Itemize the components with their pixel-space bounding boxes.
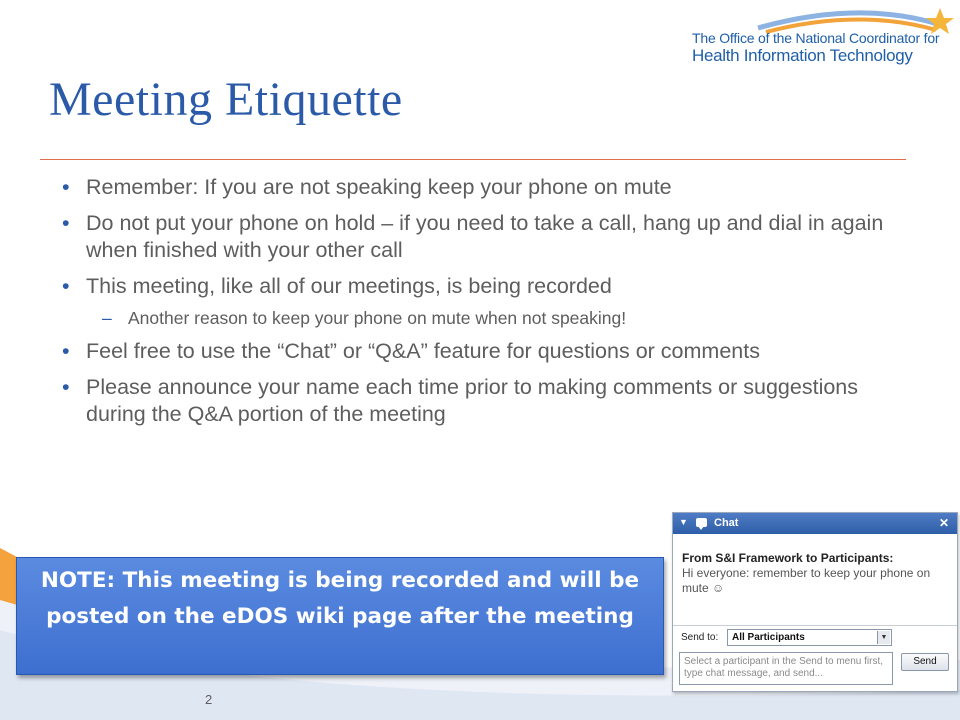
bullet-list bbox=[62, 174, 912, 437]
chat-message-input[interactable]: Select a participant in the Send to menu first, type chat message, and send... bbox=[679, 652, 893, 685]
bullet-item bbox=[62, 374, 912, 428]
slide-title: Meeting Etiquette bbox=[49, 73, 403, 126]
bullet-text: Please announce your name each time prior to making comments or suggestions during the Q&A portion of the meeting bbox=[86, 375, 859, 426]
bullet-text: Remember: If you are not speaking keep your phone on mute bbox=[86, 175, 672, 199]
bullet-item bbox=[62, 338, 912, 365]
bullet-dot-icon: • bbox=[62, 375, 70, 399]
chat-header bbox=[673, 513, 957, 534]
bullet-dot-icon: • bbox=[62, 339, 70, 363]
send-to-value: All Participants bbox=[732, 632, 805, 643]
sub-bullet-item bbox=[62, 307, 912, 329]
title-divider bbox=[40, 159, 906, 160]
chat-message-body: Hi everyone: remember to keep your phone on mute ☺ bbox=[682, 566, 931, 595]
chat-message bbox=[682, 551, 950, 596]
bullet-text: Feel free to use the “Chat” or “Q&A” feature for questions or comments bbox=[86, 339, 760, 363]
sub-bullet-text: Another reason to keep your phone on mute when not speaking! bbox=[128, 308, 627, 328]
bullet-item bbox=[62, 210, 912, 264]
bullet-dot-icon: • bbox=[62, 175, 70, 199]
recording-note-callout: NOTE: This meeting is being recorded and will be posted on the eDOS wiki page after the meeting bbox=[16, 557, 664, 675]
bullet-item bbox=[62, 273, 912, 300]
bullet-text: Do not put your phone on hold – if you need to take a call, hang up and dial in again when finished with your other call bbox=[86, 211, 884, 262]
bullet-dot-icon: • bbox=[62, 211, 70, 235]
chat-divider bbox=[673, 625, 957, 626]
collapse-triangle-icon[interactable]: ▼ bbox=[679, 517, 688, 527]
logo-line-1: The Office of the National Coordinator for bbox=[692, 30, 940, 46]
send-to-label: Send to: bbox=[681, 632, 719, 643]
bullet-item bbox=[62, 174, 912, 201]
logo-line-2: Health Information Technology bbox=[692, 46, 913, 65]
bullet-dot-icon: • bbox=[62, 274, 70, 298]
chat-panel bbox=[672, 512, 958, 692]
chat-bubble-icon bbox=[696, 518, 707, 527]
send-to-select[interactable] bbox=[727, 629, 892, 646]
chat-title: Chat bbox=[714, 517, 739, 529]
close-icon[interactable]: ✕ bbox=[938, 516, 949, 530]
page-number: 2 bbox=[205, 692, 213, 707]
send-button[interactable]: Send bbox=[901, 653, 949, 671]
chevron-down-icon[interactable]: ▼ bbox=[877, 631, 890, 644]
sub-bullet-dash-icon: – bbox=[102, 308, 112, 328]
chat-message-sender: From S&I Framework to Participants: bbox=[682, 551, 894, 565]
bullet-text: This meeting, like all of our meetings, is being recorded bbox=[86, 274, 612, 298]
